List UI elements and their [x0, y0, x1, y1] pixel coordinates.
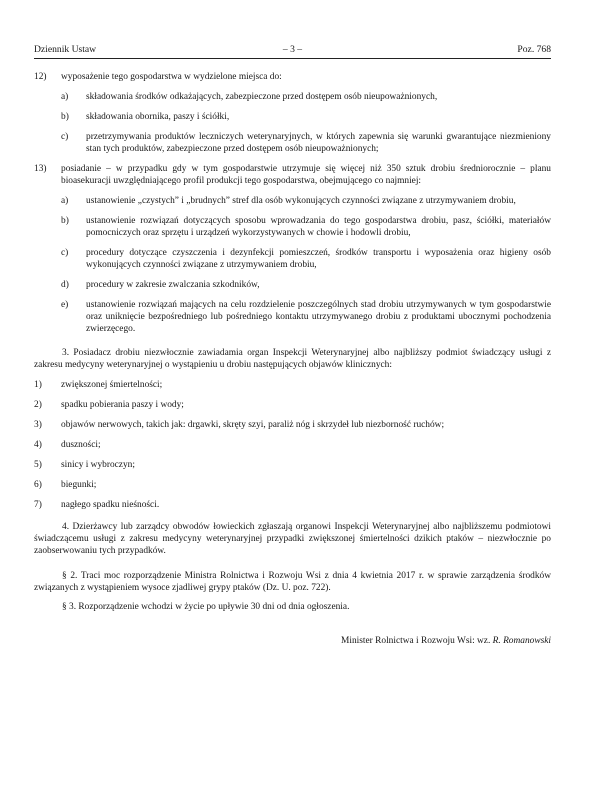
sub-item-text: ustanowienie rozwiązań dotyczących sposobu wprowadzania do tego gospodarstwa drobiu, pasz, ściółki, materiałów pomocniczych oraz sprzętu i urządzeń wykorzystywanych w chowie i hodowli drobiu,: [86, 216, 551, 238]
symptom-item-7: [34, 499, 551, 511]
item-text: objawów nerwowych, takich jak: drgawki, skręty szyi, paraliż nóg i skrzydeł lub niezborność ruchów;: [61, 420, 445, 430]
sub-item-label: a): [61, 196, 69, 206]
item-text: spadku pobierania paszy i wody;: [61, 400, 184, 410]
paragraph-4: 4. Dzierżawcy lub zarządcy obwodów łowieckich zgłaszają organowi Inspekcji Weterynaryjnej albo najbliższemu podmiotowi świadczącemu usługi z zakresu medycyny weterynaryjnej przypadki zwiększonej śmiertelności dzikich ptaków – niezwłocznie po zaobserwowaniu tych przypadków.: [34, 522, 551, 556]
sub-item-13c: [61, 247, 551, 271]
signature-line: [34, 635, 551, 647]
sub-item-text: procedury w zakresie zwalczania szkodników,: [86, 280, 260, 290]
sub-item-label: c): [61, 132, 69, 142]
paragraph-3: 3. Posiadacz drobiu niezwłocznie zawiadamia organ Inspekcji Weterynaryjnej albo najbliższy podmiot świadczący usługi z zakresu medycyny weterynaryjnej o wystąpieniu u drobiu następujących objawów klinicznych:: [34, 348, 551, 370]
symptom-item-3: [34, 419, 551, 431]
sub-item-12c: [61, 131, 551, 155]
sub-item-text: składowania obornika, paszy i ściółki,: [86, 112, 230, 122]
list-item-13: [34, 163, 551, 187]
sub-item-text: składowania środków odkażających, zabezpieczone przed dostępem osób nieupoważnionych,: [86, 92, 438, 102]
sub-item-text: procedury dotyczące czyszczenia i dezynfekcji pomieszczeń, środków transportu i wyposażenia oraz higieny osób wykonujących czynności związane z utrzymywaniem drobiu,: [86, 248, 551, 270]
page-header: [34, 44, 551, 59]
signature-prefix: Minister Rolnictwa i Rozwoju Wsi: wz.: [341, 636, 493, 646]
page-number: – 3 –: [282, 44, 303, 55]
item-number: 13): [34, 164, 47, 174]
item-number: 7): [34, 500, 42, 510]
symptom-item-5: [34, 459, 551, 471]
position-number: Poz. 768: [517, 44, 551, 55]
sub-item-text: ustanowienie „czystych” i „brudnych” stref dla osób wykonujących czynności związane z utrzymywaniem drobiu,: [86, 196, 516, 206]
item-number: 4): [34, 440, 42, 450]
sub-item-13a: [61, 195, 551, 207]
sub-item-label: b): [61, 216, 69, 226]
sub-item-12a: [61, 91, 551, 103]
item-number: 2): [34, 400, 42, 410]
sub-item-12b: [61, 111, 551, 123]
sub-item-text: ustanowienie rozwiązań mających na celu rozdzielenie poszczególnych stad drobiu utrzymywanych w tym gospodarstwie oraz uniknięcie bezpośredniego lub pośredniego kontaktu utrzymywanego drobiu z produktami ubocznymi pochodzenia zwierzęcego.: [86, 300, 551, 334]
sub-item-13e: [61, 299, 551, 335]
sub-item-label: d): [61, 280, 69, 290]
item-text: biegunki;: [61, 480, 97, 490]
sub-item-text: przetrzymywania produktów leczniczych weterynaryjnych, w których zapewnia się warunki gwarantujące niezmieniony stan tych produktów, zabezpieczone przed dostępem osób nieupoważnionych;: [86, 132, 551, 154]
symptom-item-1: [34, 379, 551, 391]
item-text: sinicy i wybroczyn;: [61, 460, 135, 470]
item-number: 6): [34, 480, 42, 490]
sub-item-label: c): [61, 248, 69, 258]
sub-item-label: e): [61, 300, 69, 310]
section-3: § 3. Rozporządzenie wchodzi w życie po upływie 30 dni od dnia ogłoszenia.: [62, 602, 350, 612]
sub-item-13b: [61, 215, 551, 239]
symptom-item-4: [34, 439, 551, 451]
item-text: zwiększonej śmiertelności;: [61, 380, 163, 390]
symptom-item-6: [34, 479, 551, 491]
journal-title: Dziennik Ustaw: [34, 44, 97, 55]
document-body: [34, 71, 551, 647]
symptom-item-2: [34, 399, 551, 411]
item-text: nagłego spadku nieśności.: [61, 500, 160, 510]
item-text: posiadanie – w przypadku gdy w tym gospodarstwie utrzymuje się więcej niż 350 sztuk drobiu średniorocznie – planu bioasekuracji uwzględniającego profil produkcji tego gospodarstwa, obejmującego co najmniej:: [61, 164, 551, 186]
sub-item-label: b): [61, 112, 69, 122]
section-2: § 2. Traci moc rozporządzenie Ministra Rolnictwa i Rozwoju Wsi z dnia 4 kwietnia 2017 r. w sprawie zarządzenia środków związanych z wystąpieniem wysoce zjadliwej grypy ptaków (Dz. U. poz. 722).: [34, 571, 551, 593]
item-number: 3): [34, 420, 42, 430]
item-number: 1): [34, 380, 42, 390]
sub-item-13d: [61, 279, 551, 291]
item-number: 5): [34, 460, 42, 470]
list-item-12: [34, 71, 551, 83]
item-text: duszności;: [61, 440, 101, 450]
sub-item-label: a): [61, 92, 69, 102]
signatory-name: R. Romanowski: [492, 636, 551, 646]
item-text: wyposażenie tego gospodarstwa w wydzielone miejsca do:: [61, 72, 282, 82]
item-number: 12): [34, 72, 47, 82]
